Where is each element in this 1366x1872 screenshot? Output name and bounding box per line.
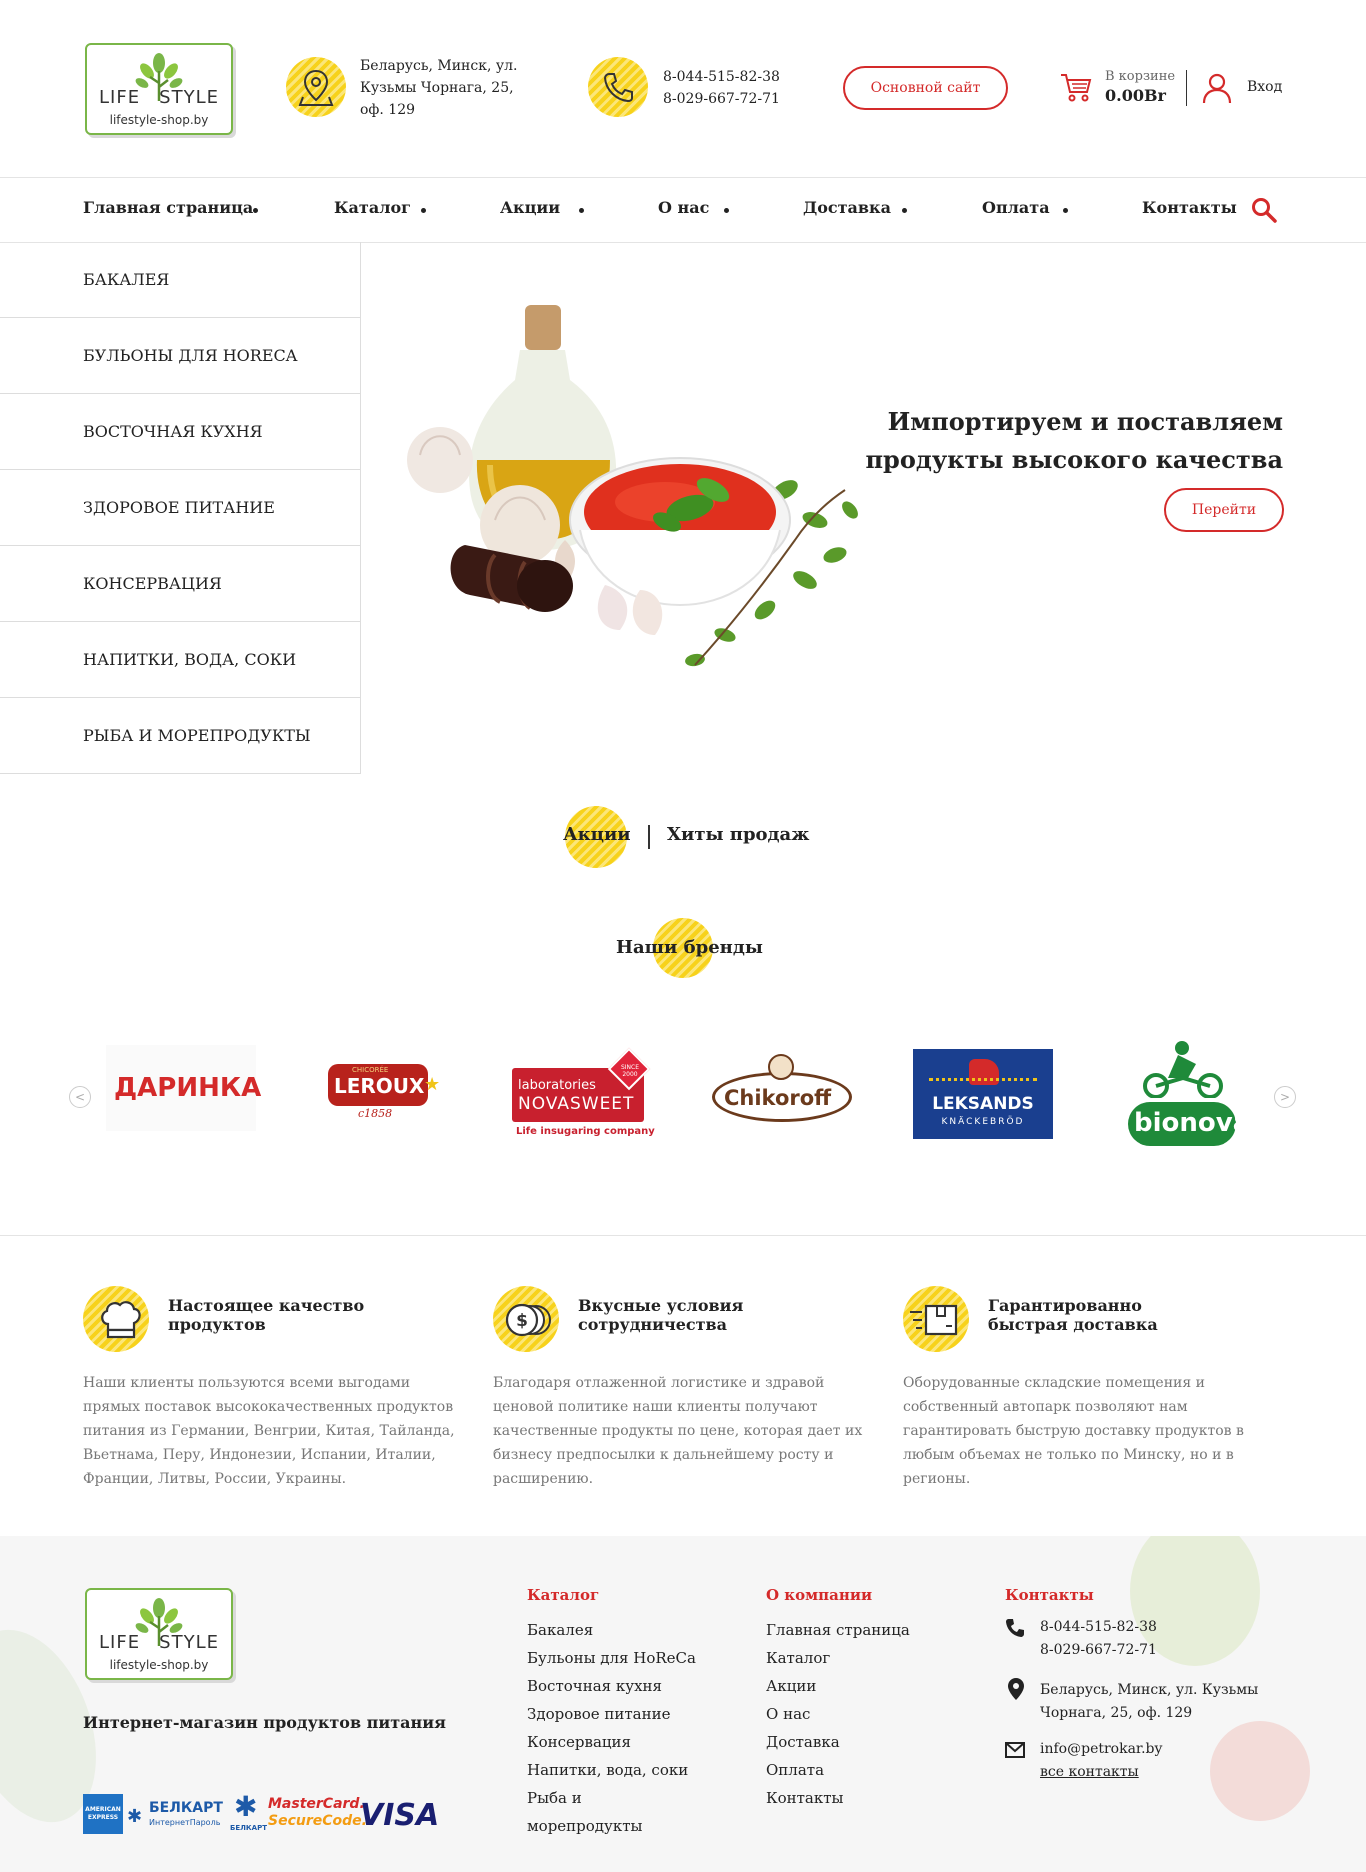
main-site-button[interactable]: Основной сайт xyxy=(843,66,1008,110)
footer-catalog-item[interactable]: Консервация xyxy=(527,1733,632,1751)
coins-icon xyxy=(504,1300,554,1340)
footer-phone-2[interactable]: 8-029-667-72-71 xyxy=(1040,1642,1157,1658)
footer-company-item[interactable]: Главная страница xyxy=(766,1621,910,1639)
feature-1-title xyxy=(168,1296,364,1334)
feature-3-title-line-2: быстрая доставка xyxy=(988,1315,1158,1334)
phone-icon xyxy=(1005,1618,1025,1638)
footer-phone-1[interactable]: 8-044-515-82-38 xyxy=(1040,1619,1157,1635)
belkart-sub-text: ИнтернетПароль xyxy=(149,1818,221,1827)
logo-word-right: STYLE xyxy=(159,1632,219,1653)
brand-darinka-label: ДАРИНКА xyxy=(114,1073,262,1103)
footer-catalog-item[interactable]: Рыба и морепродукты xyxy=(527,1789,643,1835)
cart-icon[interactable] xyxy=(1060,72,1092,102)
map-pin-icon xyxy=(298,67,334,107)
brand-leroux-label: LEROUX xyxy=(334,1074,425,1098)
feature-3-title xyxy=(988,1296,1158,1334)
footer-logo[interactable] xyxy=(85,1588,233,1680)
brand-chikoroff-label: Chikoroff xyxy=(724,1086,832,1110)
logo-url: lifestyle-shop.by xyxy=(109,1658,209,1672)
delivery-box-icon xyxy=(908,1302,962,1338)
footer xyxy=(0,1536,1366,1872)
hero-go-button[interactable]: Перейти xyxy=(1164,488,1284,532)
sidebar-item-canned[interactable]: КОНСЕРВАЦИЯ xyxy=(0,546,360,622)
leksands-flowers xyxy=(929,1071,1037,1081)
novasweet-badge-text: SINCE 2000 xyxy=(620,1064,640,1078)
belkart2-star-icon: ✱ xyxy=(234,1790,258,1823)
brands-prev-arrow[interactable]: < xyxy=(69,1086,91,1108)
feature-3-title-line-1: Гарантированно xyxy=(988,1296,1142,1315)
nav-top-border xyxy=(0,177,1366,178)
feature-2-title xyxy=(578,1296,743,1334)
nav-separator-dot xyxy=(902,208,907,213)
login-link[interactable]: Вход xyxy=(1247,79,1283,95)
belkart-star-icon: ✱ xyxy=(127,1806,143,1827)
brand-bionova-label: bionova xyxy=(1134,1108,1251,1138)
footer-address: Беларусь, Минск, ул. Кузьмы Чорнага, 25, оф. 129 xyxy=(1040,1682,1259,1721)
footer-catalog-item[interactable]: Здоровое питание xyxy=(527,1705,671,1723)
hero-title-line-1: Импортируем и поставляем xyxy=(887,407,1283,436)
tab-divider xyxy=(648,825,650,849)
hero-title-line-2: продукты высокого качества xyxy=(865,445,1283,474)
footer-all-contacts-link[interactable]: все контакты xyxy=(1040,1764,1139,1780)
sidebar-item-drinks[interactable]: НАПИТКИ, ВОДА, СОКИ xyxy=(0,622,360,698)
sidebar-item-bouillons[interactable]: БУЛЬОНЫ ДЛЯ HORECA xyxy=(0,318,360,394)
leroux-year: c1858 xyxy=(358,1107,393,1120)
brand-bionova[interactable] xyxy=(1124,1038,1251,1150)
feature-3-text: Оборудованные складские помещения и собственный автопарк позволяют нам гарантировать быструю доставку продуктов в любым объемах не только по Минску, но и в регионы. xyxy=(903,1375,1244,1487)
leroux-star-icon: ★ xyxy=(424,1074,441,1095)
feature-2-text: Благодаря отлаженной логистике и здравой ценовой политике наши клиенты получают качественные продукты по цене, которая дает их бизнесу предпосылки к дальнейшему росту и расширению. xyxy=(493,1375,863,1487)
visa-logo: VISA xyxy=(360,1798,440,1833)
chef-hat-icon xyxy=(98,1298,144,1340)
feature-1-title-line-2: продуктов xyxy=(168,1315,266,1334)
footer-company-item[interactable]: Контакты xyxy=(766,1789,844,1807)
footer-catalog-item[interactable]: Восточная кухня xyxy=(527,1677,662,1695)
sidebar-item-bakaleya[interactable]: БАКАЛЕЯ xyxy=(0,242,360,318)
footer-tagline: Интернет-магазин продуктов питания xyxy=(83,1713,446,1732)
category-sidebar xyxy=(0,242,361,774)
hero-food-image xyxy=(395,290,895,680)
mc-bottom-text: SecureCode. xyxy=(268,1813,367,1829)
mc-top-text: MasterCard. xyxy=(268,1796,365,1812)
cart-label: В корзине xyxy=(1105,69,1176,84)
header-phone-2[interactable]: 8-029-667-72-71 xyxy=(663,91,780,107)
belkart2-logo xyxy=(230,1792,266,1838)
feature-2-title-line-2: сотрудничества xyxy=(578,1315,728,1334)
amex-logo xyxy=(83,1794,123,1834)
brands-next-arrow[interactable]: > xyxy=(1274,1086,1296,1108)
nav-promotions[interactable]: Акции xyxy=(500,198,561,217)
footer-company-item[interactable]: Доставка xyxy=(766,1733,840,1751)
search-icon[interactable] xyxy=(1251,197,1277,223)
cart-amount[interactable]: 0.00Br xyxy=(1105,86,1166,105)
user-icon[interactable] xyxy=(1202,72,1232,104)
brands-title: Наши бренды xyxy=(616,937,763,958)
footer-catalog-title: Каталог xyxy=(527,1586,600,1604)
sidebar-item-seafood[interactable]: РЫБА И МОРЕПРОДУКТЫ xyxy=(0,698,360,774)
footer-company-item[interactable]: Оплата xyxy=(766,1761,825,1779)
brand-chikoroff[interactable] xyxy=(708,1050,858,1126)
mastercard-securecode-logo xyxy=(268,1796,367,1836)
logo-url: lifestyle-shop.by xyxy=(109,113,209,127)
chikoroff-mascot-icon xyxy=(768,1054,794,1080)
map-pin-icon xyxy=(1008,1678,1024,1700)
footer-company-item[interactable]: Каталог xyxy=(766,1649,831,1667)
footer-company-item[interactable]: Акции xyxy=(766,1677,817,1695)
leroux-top-text: CHICORÉE xyxy=(352,1066,389,1074)
logo-word-left: LIFE xyxy=(99,87,141,108)
header-phone-1[interactable]: 8-044-515-82-38 xyxy=(663,69,780,85)
nav-home[interactable]: Главная страница xyxy=(83,198,254,217)
nav-separator-dot xyxy=(724,208,729,213)
nav-separator-dot xyxy=(1063,208,1068,213)
brand-leksands-label: LEKSANDS xyxy=(932,1094,1034,1114)
footer-company-list xyxy=(766,1616,956,1812)
header-logo[interactable] xyxy=(85,43,233,135)
leksands-sub-text: KNÄCKEBRÖD xyxy=(941,1117,1025,1127)
amex-text: AMERICAN EXPRESS xyxy=(85,1806,121,1821)
brand-darinka[interactable] xyxy=(106,1045,262,1131)
nav-about[interactable]: О нас xyxy=(658,198,710,217)
novasweet-top-text: laboratories xyxy=(518,1078,596,1093)
sidebar-item-healthy[interactable]: ЗДОРОВОЕ ПИТАНИЕ xyxy=(0,470,360,546)
nav-delivery[interactable]: Доставка xyxy=(803,198,891,217)
bionova-cyclist-icon xyxy=(1138,1038,1228,1098)
belkart-text: БЕЛКАРТ xyxy=(149,1800,223,1816)
tab-bestsellers[interactable]: Хиты продаж xyxy=(667,824,810,845)
footer-email[interactable]: info@petrokar.by xyxy=(1040,1741,1163,1757)
belkart-logo xyxy=(127,1800,227,1830)
logo-word-right: STYLE xyxy=(159,87,219,108)
svg-text:$: $ xyxy=(516,1311,528,1331)
brand-novasweet-label: NOVASWEET xyxy=(518,1094,635,1114)
nav-separator-dot xyxy=(579,208,584,213)
header-address: Беларусь, Минск, ул. Кузьмы Чорнага, 25, оф. 129 xyxy=(360,58,518,118)
footer-catalog-item[interactable]: Бакалея xyxy=(527,1621,594,1639)
footer-bg-tomato xyxy=(1210,1721,1310,1821)
nav-separator-dot xyxy=(421,208,426,213)
header-divider xyxy=(1186,70,1187,106)
footer-contacts-title: Контакты xyxy=(1005,1586,1094,1604)
nav-catalog[interactable]: Каталог xyxy=(334,198,411,217)
brand-leksands[interactable] xyxy=(913,1049,1053,1139)
phone-icon xyxy=(602,71,634,103)
mail-icon xyxy=(1005,1742,1025,1758)
logo-word-left: LIFE xyxy=(99,1632,141,1653)
hero-title xyxy=(823,403,1283,479)
footer-catalog-item[interactable]: Напитки, вода, соки xyxy=(527,1761,689,1779)
footer-company-title: О компании xyxy=(766,1586,873,1604)
sidebar-item-oriental[interactable]: ВОСТОЧНАЯ КУХНЯ xyxy=(0,394,360,470)
footer-catalog-list xyxy=(527,1616,717,1840)
feature-2-title-line-1: Вкусные условия xyxy=(578,1296,744,1315)
nav-separator-dot xyxy=(253,208,258,213)
feature-1-text: Наши клиенты пользуются всеми выгодами прямых поставок высококачественных продуктов питания из Германии, Венгрии, Китая, Тайланда, Вьетнама, Перу, Индонезии, Испании, Италии, Франции, Литвы, России, Украины. xyxy=(83,1375,455,1487)
belkart2-text: БЕЛКАРТ xyxy=(230,1824,267,1832)
footer-catalog-item[interactable]: Бульоны для HoReCa xyxy=(527,1649,696,1667)
novasweet-tagline: Life insugaring company xyxy=(516,1126,655,1137)
tab-promotions[interactable]: Акции xyxy=(563,824,631,845)
brand-leroux[interactable] xyxy=(324,1058,440,1120)
nav-contacts[interactable]: Контакты xyxy=(1142,198,1237,217)
feature-1-title-line-1: Настоящее качество xyxy=(168,1296,365,1315)
brand-novasweet[interactable] xyxy=(510,1048,656,1140)
section-divider xyxy=(0,1235,1366,1236)
footer-company-item[interactable]: О нас xyxy=(766,1705,811,1723)
nav-payment[interactable]: Оплата xyxy=(982,198,1050,217)
